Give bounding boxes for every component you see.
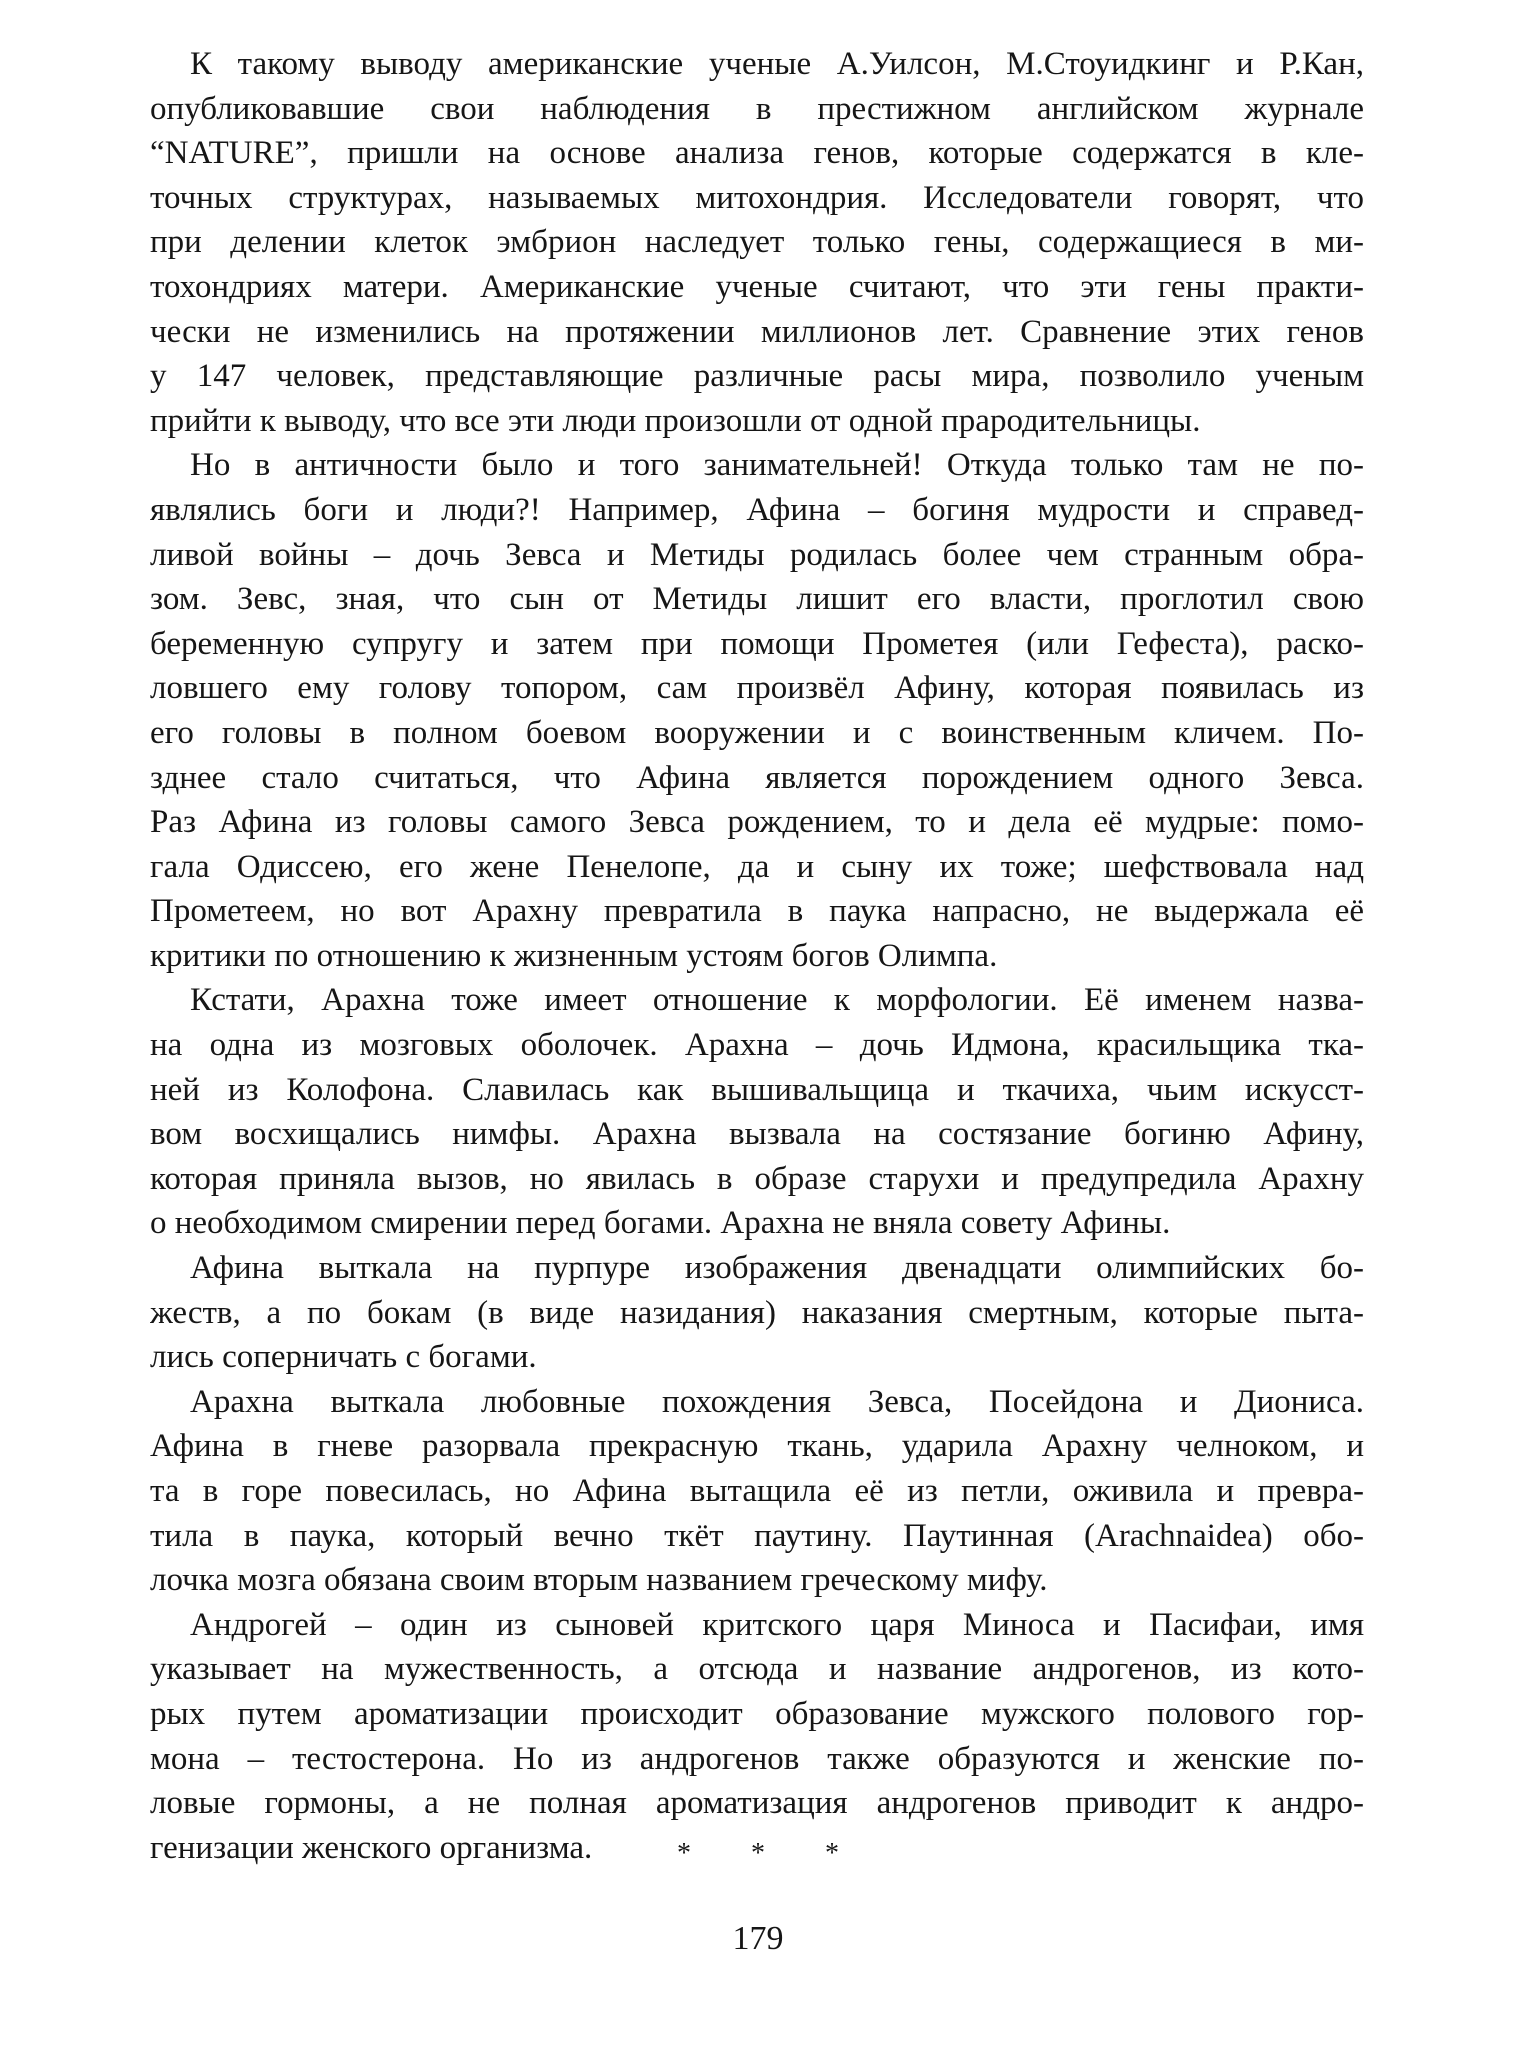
text-line: беременную супругу и затем при помощи Прометея (или Гефеста), раско-: [150, 625, 1364, 662]
text-line: точных структурах, называемых митохондрия. Исследователи говорят, что: [150, 179, 1364, 216]
text-line: о необходимом смирении перед богами. Арахна не вняла совету Афины.: [150, 1205, 1171, 1242]
text-line: гала Одиссею, его жене Пенелопе, да и сыну их тоже; шефствовала над: [150, 848, 1364, 885]
separator-star: *: [825, 1838, 839, 1869]
text-line: та в горе повесилась, но Афина вытащила её из петли, оживила и превра-: [150, 1473, 1364, 1509]
text-line: К такому выводу американские ученые А.Уилсон, М.Стоуидкинг и Р.Кан,: [190, 46, 1364, 82]
text-line: жеств, а по бокам (в виде назидания) наказания смертным, которые пыта-: [150, 1294, 1364, 1331]
section-separator: [0, 1838, 1516, 1870]
text-line: “NATURE”, пришли на основе анализа генов, которые содержатся в кле-: [150, 135, 1364, 172]
text-line: у 147 человек, представляющие различные расы мира, позволило ученым: [150, 358, 1364, 395]
text-line: прийти к выводу, что все эти люди произошли от одной прародительницы.: [150, 402, 1201, 439]
text-line: Арахна выткала любовные похождения Зевса, Посейдона и Диониса.: [190, 1383, 1364, 1420]
text-line: Прометеем, но вот Арахну превратила в паука напрасно, не выдержала её: [150, 893, 1364, 930]
text-line: на одна из мозговых оболочек. Арахна – дочь Идмона, красильщика тка-: [150, 1027, 1364, 1064]
text-line: лись соперничать с богами.: [150, 1339, 537, 1376]
text-line: тила в паука, который вечно ткёт паутину. Паутинная (Arachnaidea) обо-: [150, 1517, 1364, 1554]
text-line: Кстати, Арахна тоже имеет отношение к морфологии. Её именем назва-: [190, 982, 1364, 1019]
text-line: опубликовавшие свои наблюдения в престижном английском журнале: [150, 90, 1364, 127]
text-line: его головы в полном боевом вооружении и с воинственным кличем. По-: [150, 714, 1364, 751]
separator-star: *: [677, 1838, 691, 1869]
text-line: зом. Зевс, зная, что сын от Метиды лишит его власти, проглотил свою: [150, 581, 1364, 618]
separator-star: *: [751, 1838, 765, 1869]
text-line: Раз Афина из головы самого Зевса рождением, то и дела её мудрые: помо-: [150, 804, 1364, 841]
text-line: ливой войны – дочь Зевса и Метиды родилась более чем странным обра-: [150, 536, 1364, 573]
text-line: лочка мозга обязана своим вторым названием греческому мифу.: [150, 1562, 1048, 1599]
text-line: Но в античности было и того занимательней! Откуда только там не по-: [190, 447, 1364, 484]
text-line: ней из Колофона. Славилась как вышивальщица и ткачиха, чьим искусст-: [150, 1071, 1364, 1108]
text-line: рых путем ароматизации происходит образование мужского полового гор-: [150, 1695, 1364, 1732]
text-line: которая приняла вызов, но явилась в образе старухи и предупредила Арахну: [150, 1160, 1364, 1197]
text-line: чески не изменились на протяжении миллионов лет. Сравнение этих генов: [150, 313, 1364, 350]
text-line: при делении клеток эмбрион наследует только гены, содержащиеся в ми-: [150, 224, 1364, 261]
text-line: указывает на мужественность, а отсюда и название андрогенов, из кото-: [150, 1651, 1364, 1688]
text-line: ловшего ему голову топором, сам произвёл Афину, которая появилась из: [150, 670, 1364, 707]
page-number: 179: [732, 1920, 784, 1957]
body-text: [150, 42, 1364, 1870]
text-line: ловые гормоны, а не полная ароматизация андрогенов приводит к андро-: [150, 1785, 1364, 1822]
text-line: вом восхищались нимфы. Арахна вызвала на состязание богиню Афину,: [150, 1116, 1364, 1153]
text-line: Андрогей – один из сыновей критского царя Миноса и Пасифаи, имя: [190, 1606, 1364, 1643]
text-line: мона – тестостерона. Но из андрогенов также образуются и женские по-: [150, 1740, 1364, 1777]
text-line: Афина в гневе разорвала прекрасную ткань, ударила Арахну челноком, и: [150, 1428, 1364, 1465]
text-line: критики по отношению к жизненным устоям богов Олимпа.: [150, 937, 998, 974]
text-line: Афина выткала на пурпуре изображения двенадцати олимпийских бо-: [190, 1250, 1364, 1287]
text-line: зднее стало считаться, что Афина является порождением одного Зевса.: [150, 759, 1364, 796]
text-line: генизации женского организма.: [150, 1829, 593, 1866]
text-line: являлись боги и люди?! Например, Афина – богиня мудрости и справед-: [150, 491, 1364, 528]
text-line: тохондриях матери. Американские ученые считают, что эти гены практи-: [150, 268, 1364, 305]
